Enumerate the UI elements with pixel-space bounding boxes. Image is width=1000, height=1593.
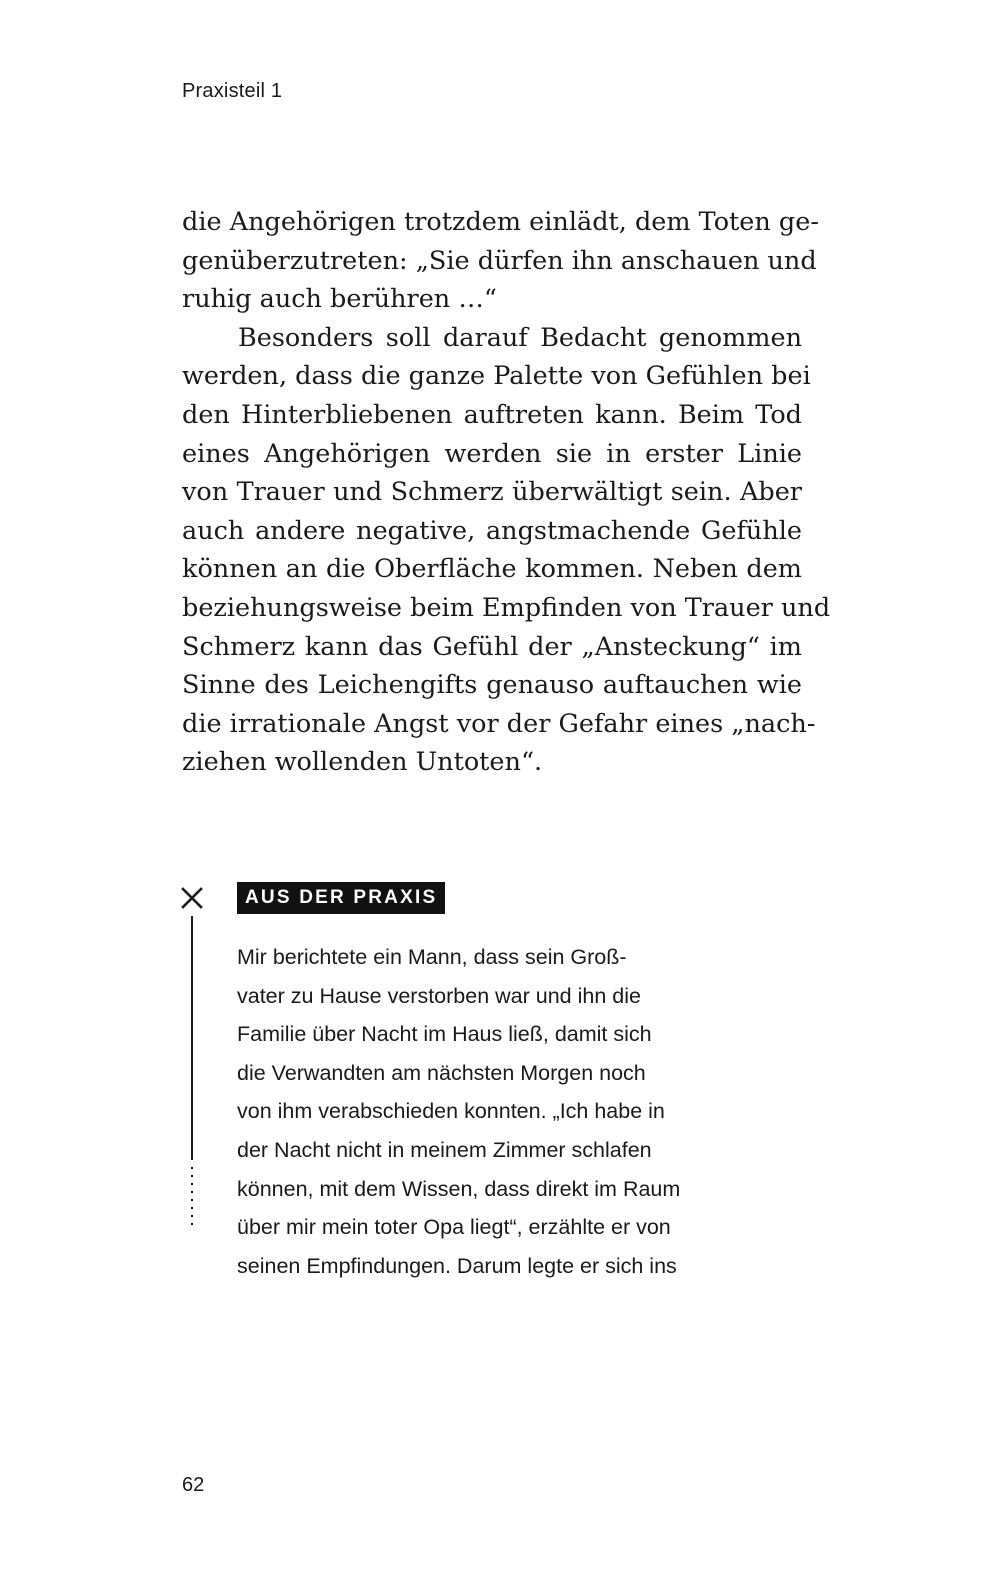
practice-text [237, 938, 797, 1285]
practice-line: Familie über Nacht im Haus ließ, damit sich [237, 1022, 652, 1047]
practice-line: von ihm verabschieden konnten. „Ich habe in [237, 1099, 665, 1124]
body-line: ruhig auch berühren …“ [182, 284, 497, 315]
dotted-rule [191, 1164, 193, 1226]
body-line: die Angehörigen trotzdem einlädt, dem Toten ge- [182, 207, 819, 237]
vertical-rule [191, 916, 193, 1160]
body-line: genüberzutreten: „Sie dürfen ihn anschauen und [182, 245, 817, 276]
body-line: werden, dass die ganze Palette von Gefühlen bei [182, 361, 811, 392]
body-line: den Hinterbliebenen auftreten kann. Beim Tod [182, 399, 802, 430]
practice-badge: AUS DER PRAXIS [237, 882, 445, 914]
practice-line: Mir berichtete ein Mann, dass sein Groß- [237, 945, 627, 969]
practice-line: der Nacht nicht in meinem Zimmer schlafen [237, 1137, 652, 1162]
body-text [182, 203, 831, 782]
close-icon [180, 886, 204, 910]
body-line: Sinne des Leichengifts genauso auftauchen wie [182, 670, 802, 701]
body-line: können an die Oberfläche kommen. Neben dem [182, 554, 802, 585]
practice-line: die Verwandten am nächsten Morgen noch [237, 1060, 646, 1085]
body-line: auch andere negative, angstmachende Gefühle [182, 515, 802, 546]
running-head: Praxisteil 1 [182, 80, 283, 102]
body-line: von Trauer und Schmerz überwältigt sein. Aber [182, 477, 802, 508]
body-line: beziehungsweise beim Empfinden von Trauer und [182, 592, 831, 623]
body-line: die irrationale Angst vor der Gefahr eines „nach- [182, 708, 816, 739]
practice-line: vater zu Hause verstorben war und ihn die [237, 983, 641, 1008]
body-line: ziehen wollenden Untoten“. [182, 747, 543, 778]
practice-line: können, mit dem Wissen, dass direkt im Raum [237, 1176, 681, 1201]
practice-line: über mir mein toter Opa liegt“, erzählte er von [237, 1215, 671, 1240]
practice-box [180, 880, 820, 1340]
body-line: eines Angehörigen werden sie in erster Linie [182, 438, 802, 469]
practice-line: seinen Empfindungen. Darum legte er sich ins [237, 1253, 677, 1278]
body-line: Schmerz kann das Gefühl der „Ansteckung“ im [182, 631, 802, 662]
body-line: Besonders soll darauf Bedacht genommen [238, 322, 802, 353]
page-number: 62 [182, 1474, 205, 1496]
